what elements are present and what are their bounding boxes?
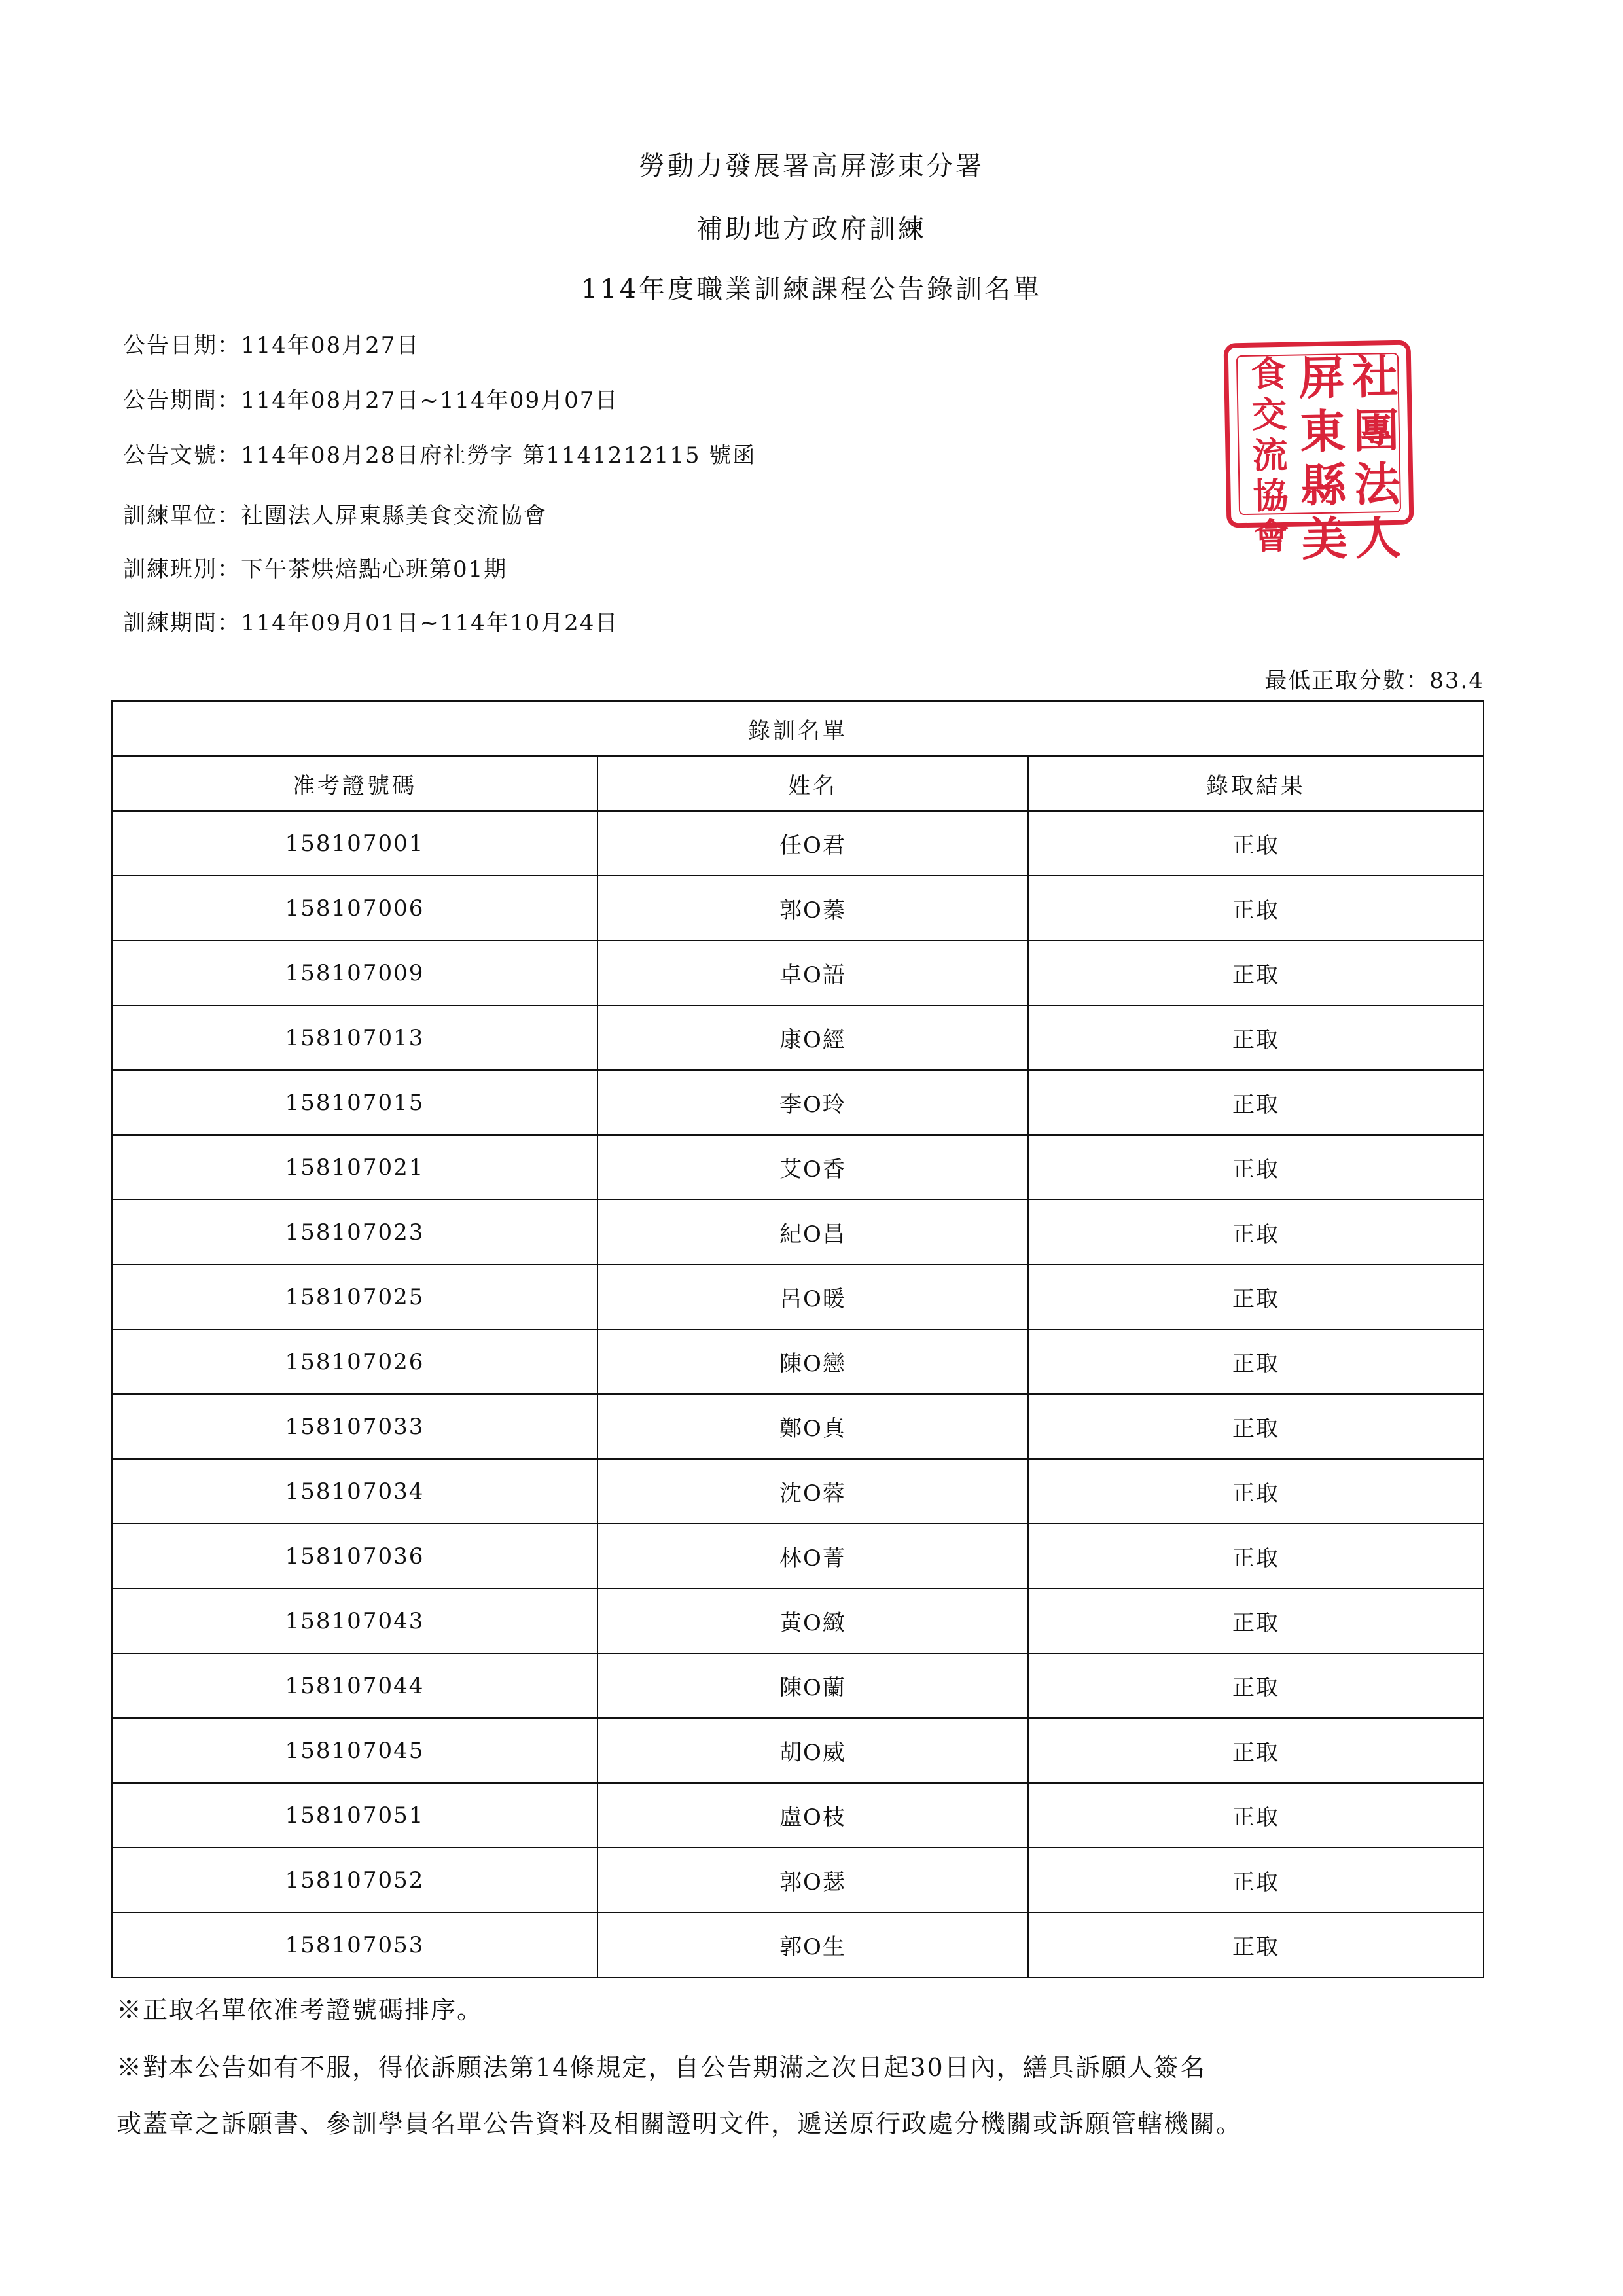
table-row [112, 1005, 1484, 1070]
doc-number-label: 公告文號： [123, 442, 241, 469]
program-subtitle: 補助地方政府訓練 [696, 214, 927, 244]
column-header-exam-id: 准考證號碼 [112, 756, 597, 811]
announce-date-label: 公告日期： [123, 332, 241, 359]
table-row [112, 1588, 1484, 1653]
name-cell: 紀O昌 [597, 1200, 1028, 1265]
exam-id-cell: 158107045 [112, 1718, 597, 1783]
name-cell: 沈O蓉 [597, 1459, 1028, 1524]
name-cell: 卓O語 [597, 941, 1028, 1005]
training-class-label: 訓練班別： [123, 556, 241, 583]
training-unit-label: 訓練單位： [123, 503, 241, 529]
training-period-label: 訓練期間： [123, 610, 241, 636]
table-row [112, 1653, 1484, 1718]
result-cell: 正取 [1028, 1459, 1484, 1524]
name-cell: 郭O蓁 [597, 876, 1028, 941]
name-cell: 胡O威 [597, 1718, 1028, 1783]
exam-id-cell: 158107026 [112, 1329, 597, 1394]
table-row [112, 1070, 1484, 1135]
announce-date-row [123, 327, 419, 359]
table-row [112, 1459, 1484, 1524]
seal-column-2: 屏 東 縣 美 [1298, 350, 1348, 567]
training-unit-value: 社團法人屏東縣美食交流協會 [241, 503, 547, 529]
exam-id-cell: 158107051 [112, 1783, 597, 1848]
result-cell: 正取 [1028, 876, 1484, 941]
name-cell: 艾O香 [597, 1135, 1028, 1200]
table-row [112, 1783, 1484, 1848]
name-cell: 盧O枝 [597, 1783, 1028, 1848]
result-cell: 正取 [1028, 1200, 1484, 1265]
table-caption: 錄訓名單 [112, 701, 1484, 756]
exam-id-cell: 158107044 [112, 1653, 597, 1718]
agency-title: 勞動力發展署高屏澎東分署 [639, 151, 984, 181]
seal-column-3: 食 交 流 協 會 [1250, 352, 1290, 558]
name-cell: 林O菁 [597, 1524, 1028, 1588]
exam-id-cell: 158107053 [112, 1912, 597, 1977]
name-cell: 康O經 [597, 1005, 1028, 1070]
exam-id-cell: 158107006 [112, 876, 597, 941]
exam-id-cell: 158107013 [112, 1005, 597, 1070]
result-cell: 正取 [1028, 1070, 1484, 1135]
training-unit-row [123, 497, 547, 529]
table-row [112, 1848, 1484, 1912]
name-cell: 李O玲 [597, 1070, 1028, 1135]
appeal-note-line-2: 或蓋章之訴願書、參訓學員名單公告資料及相關證明文件，遞送原行政處分機關或訴願管轄機關。 [116, 2109, 1243, 2138]
appeal-note-line-1: ※對本公告如有不服，得依訴願法第14條規定，自公告期滿之次日起30日內，繕具訴願人簽名 [116, 2053, 1206, 2082]
admission-roster-table [111, 700, 1484, 1978]
column-header-name: 姓名 [597, 756, 1028, 811]
table-row [112, 1718, 1484, 1783]
announce-period-row [123, 382, 618, 414]
name-cell: 呂O暖 [597, 1265, 1028, 1329]
table-row [112, 1135, 1484, 1200]
exam-id-cell: 158107043 [112, 1588, 597, 1653]
name-cell: 任O君 [597, 811, 1028, 876]
training-class-value: 下午茶烘焙點心班第01期 [241, 556, 508, 583]
result-cell: 正取 [1028, 941, 1484, 1005]
exam-id-cell: 158107001 [112, 811, 597, 876]
name-cell: 黃O緻 [597, 1588, 1028, 1653]
training-period-value: 114年09月01日~114年10月24日 [241, 610, 619, 636]
exam-id-cell: 158107015 [112, 1070, 597, 1135]
result-cell: 正取 [1028, 1848, 1484, 1912]
exam-id-cell: 158107025 [112, 1265, 597, 1329]
result-cell: 正取 [1028, 1718, 1484, 1783]
announce-period-value: 114年08月27日~114年09月07日 [241, 387, 619, 414]
doc-number-value: 114年08月28日府社勞字 第1141212115 號函 [241, 442, 757, 469]
exam-id-cell: 158107033 [112, 1394, 597, 1459]
announcement-title: 114年度職業訓練課程公告錄訓名單 [580, 274, 1043, 304]
result-cell: 正取 [1028, 811, 1484, 876]
name-cell: 陳O戀 [597, 1329, 1028, 1394]
doc-number-row [123, 437, 756, 469]
result-cell: 正取 [1028, 1912, 1484, 1977]
result-cell: 正取 [1028, 1329, 1484, 1394]
name-cell: 郭O生 [597, 1912, 1028, 1977]
exam-id-cell: 158107009 [112, 941, 597, 1005]
result-cell: 正取 [1028, 1005, 1484, 1070]
exam-id-cell: 158107023 [112, 1200, 597, 1265]
table-row [112, 1329, 1484, 1394]
table-row [112, 941, 1484, 1005]
organization-seal-stamp [1224, 340, 1414, 567]
table-caption-row [112, 701, 1484, 756]
table-row [112, 811, 1484, 876]
sort-order-note: ※正取名單依准考證號碼排序。 [116, 1996, 484, 2024]
result-cell: 正取 [1028, 1265, 1484, 1329]
announce-period-label: 公告期間： [123, 387, 241, 414]
table-row [112, 1394, 1484, 1459]
result-cell: 正取 [1028, 1135, 1484, 1200]
seal-column-1: 社 團 法 人 [1351, 349, 1402, 566]
exam-id-cell: 158107021 [112, 1135, 597, 1200]
table-row [112, 1524, 1484, 1588]
name-cell: 陳O蘭 [597, 1653, 1028, 1718]
table-row [112, 876, 1484, 941]
minimum-score: 最低正取分數：83.4 [1264, 668, 1484, 694]
result-cell: 正取 [1028, 1783, 1484, 1848]
name-cell: 鄭O真 [597, 1394, 1028, 1459]
table-row [112, 1200, 1484, 1265]
training-period-row [123, 605, 618, 637]
column-header-result: 錄取結果 [1028, 756, 1484, 811]
result-cell: 正取 [1028, 1588, 1484, 1653]
result-cell: 正取 [1028, 1653, 1484, 1718]
result-cell: 正取 [1028, 1394, 1484, 1459]
exam-id-cell: 158107052 [112, 1848, 597, 1912]
exam-id-cell: 158107036 [112, 1524, 597, 1588]
table-row [112, 1265, 1484, 1329]
table-row [112, 1912, 1484, 1977]
name-cell: 郭O瑟 [597, 1848, 1028, 1912]
training-class-row [123, 551, 507, 583]
exam-id-cell: 158107034 [112, 1459, 597, 1524]
announce-date-value: 114年08月27日 [241, 332, 420, 359]
table-header-row [112, 756, 1484, 811]
result-cell: 正取 [1028, 1524, 1484, 1588]
